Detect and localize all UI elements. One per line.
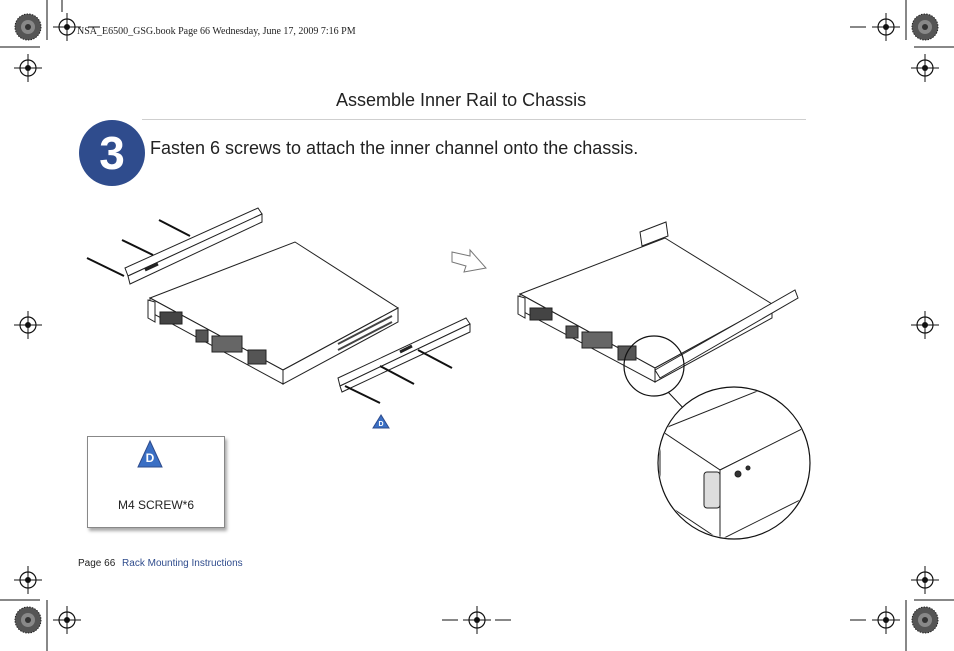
section-title: Assemble Inner Rail to Chassis xyxy=(336,90,587,110)
registration-crosshair-icon xyxy=(911,311,939,339)
registration-crosshair-icon xyxy=(872,13,900,41)
title-rule xyxy=(142,119,806,120)
step-number-badge xyxy=(79,120,145,186)
page-footer xyxy=(78,558,243,569)
registration-crosshair-icon xyxy=(911,566,939,594)
left-chassis xyxy=(148,242,398,384)
footer-section-label: Rack Mounting Instructions xyxy=(122,558,243,569)
registration-crosshair-icon xyxy=(14,311,42,339)
direction-arrow-icon xyxy=(452,250,486,272)
registration-sunburst-icon xyxy=(15,607,41,633)
screw-callout-box xyxy=(87,436,225,528)
print-header: NSA_E6500_GSG.book Page 66 Wednesday, June 17, 2009 7:16 PM xyxy=(77,26,356,37)
registration-sunburst-icon xyxy=(912,14,938,40)
step-instruction: Fasten 6 screws to attach the inner channel onto the chassis. xyxy=(150,138,639,158)
marker-letter: D xyxy=(145,451,155,465)
registration-crosshair-icon xyxy=(14,566,42,594)
registration-crosshair-icon xyxy=(911,54,939,82)
registration-crosshair-icon xyxy=(14,54,42,82)
svg-text:D: D xyxy=(378,421,384,428)
registration-crosshair-icon xyxy=(53,606,81,634)
right-chassis xyxy=(518,222,798,382)
screw-label: M4 SCREW*6 xyxy=(117,498,194,512)
registration-sunburst-icon xyxy=(15,14,41,40)
registration-sunburst-icon xyxy=(912,607,938,633)
registration-crosshair-icon xyxy=(463,606,491,634)
step-number: 3 xyxy=(99,127,125,179)
footer-page-label: Page 66 xyxy=(78,558,116,569)
registration-crosshair-icon xyxy=(872,606,900,634)
